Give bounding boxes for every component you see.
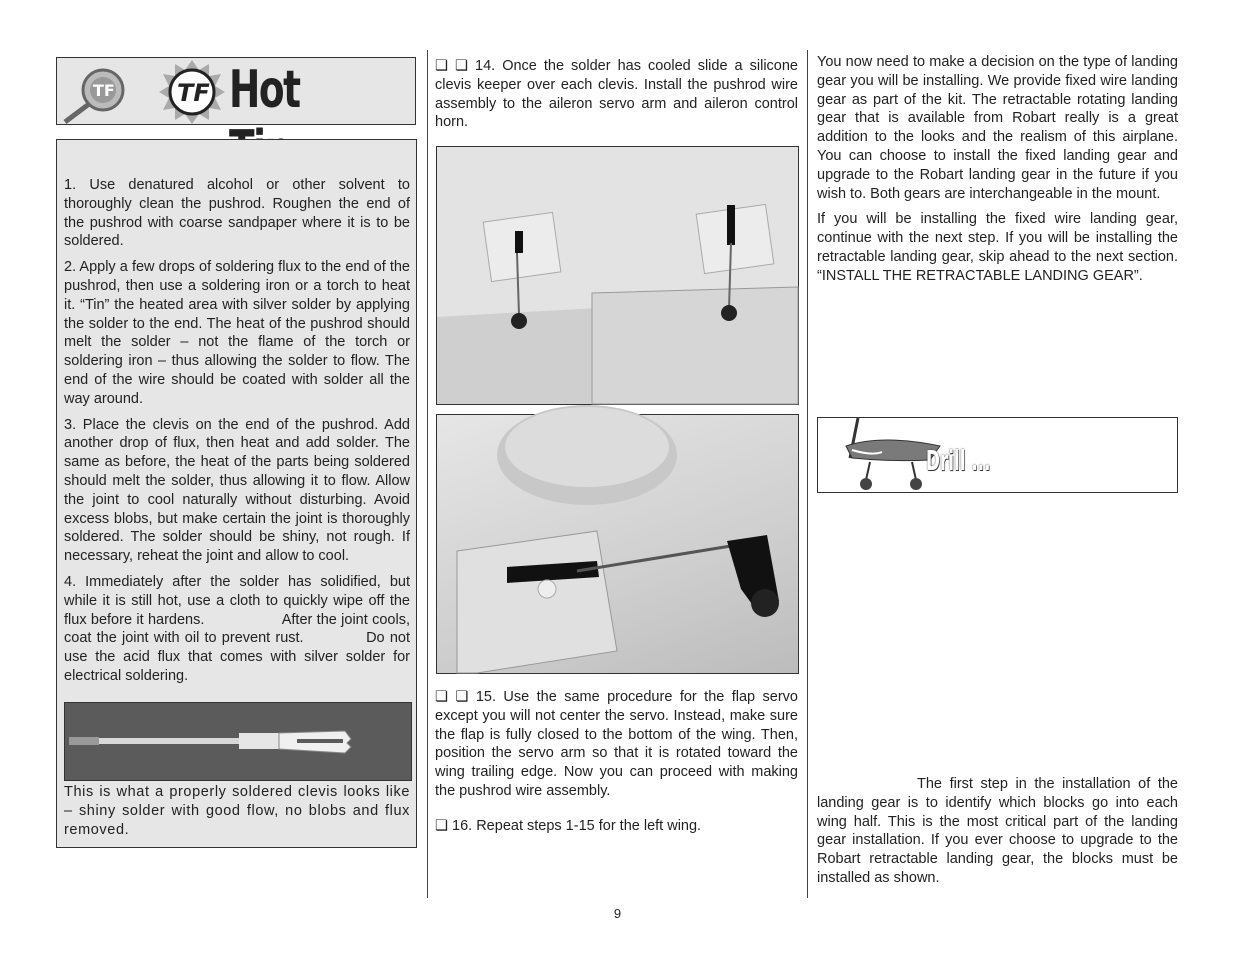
- step-16: ❏ 16. Repeat steps 1-15 for the left wing.: [435, 818, 702, 834]
- flap-linkage-image: [437, 415, 798, 673]
- aileron-linkage-image: [437, 147, 798, 404]
- step-15: ❏ ❏ 15. Use the same procedure for the flap servo except you will not center the servo. Instead, make sure the flap is fully closed to the bottom of the wing. Then, position the servo arm so that it is rotated toward the wing trailing edge. Now you can proceed with making the pushrod wire assembly.: [435, 689, 798, 799]
- hot-tip-box: [56, 139, 417, 848]
- clevis-photo: [64, 702, 412, 781]
- hot-tip-step-1: 1. Use denatured alcohol or other solvent to thoroughly clean the pushrod. Roughen the end of the pushrod with coarse sandpaper where it is to be soldered.: [64, 177, 410, 250]
- section-banner-title: Drill ...: [926, 444, 991, 477]
- landing-gear-decision-paragraph: You now need to make a decision on the type of landing gear you will be installing. We provide fixed wire landing gear as part of the kit. The retractable rotating landing gear that is available from Robart really is a great addition to the looks and the realism of this airplane. You can choose to install the fixed landing gear and upgrade to the Robart landing gear in the future if you wish to. Both gears are interchangeable in the mount.: [817, 54, 1178, 202]
- page-number: 9: [613, 906, 622, 921]
- section-banner: [817, 417, 1178, 493]
- magnifier-logo-icon: [59, 58, 169, 126]
- hot-tip-title: Hot: [229, 60, 300, 120]
- soldered-clevis-image: [65, 703, 411, 780]
- hot-tip-steps: [64, 176, 415, 693]
- step-14: ❏ ❏ 14. Once the solder has cooled slide a silicone clevis keeper over each clevis. Install the pushrod wire assembly to the aileron servo arm and aileron control horn.: [435, 58, 798, 131]
- hot-tip-step-4: 4. Immediately after the solder has solidified, but while it is still hot, use a cloth to quickly wipe off the flux before it hardens. After the joint cools, coat the joint with oil to prevent rust. Do not use the acid flux that comes with silver solder for electrical soldering.: [64, 573, 415, 684]
- flap-servo-photo: [436, 414, 799, 674]
- hot-tip-header: [56, 57, 416, 125]
- column-divider-left: [427, 50, 428, 898]
- clevis-photo-caption: This is what a properly soldered clevis looks like – shiny solder with good flow, no blobs and flux removed.: [64, 784, 410, 838]
- svg-text:TF: TF: [93, 81, 115, 100]
- aileron-servo-photo: [436, 146, 799, 405]
- column-divider-right: [807, 50, 808, 898]
- hot-tip-step-2: 2. Apply a few drops of soldering flux to the end of the pushrod, then use a soldering iron or a torch to heat it. “Tin” the heated area with silver solder by applying the solder to the end. The heat of the pushrod should melt the solder – not the flame of the torch or soldering iron – thus allowing the solder to flow. The end of the wire should be coated with solder all the way around.: [64, 259, 410, 407]
- landing-gear-instructions-paragraph: If you will be installing the fixed wire landing gear, continue with the next step. If you will be installing the retractable landing gear, skip ahead to the next section. “INSTALL THE RETRACTABLE LANDING GEAR”.: [817, 211, 1178, 284]
- right-column-intro: [817, 53, 1178, 293]
- first-step-paragraph: The first step in the installation of the landing gear is to identify which blocks go into each wing half. This is the most critical part of the landing gear installation. If you ever choose to upgrade to the Robart retractable landing gear, the blocks must be installed as shown.: [817, 776, 1178, 886]
- flame-logo-icon: [157, 58, 227, 126]
- hot-tip-step-3: 3. Place the clevis on the end of the pushrod. Add another drop of flux, then heat and add solder. The same as before, the heat of the parts being soldered should melt the solder, thus allowing it to flow. Allow the joint to cool naturally without disturbing. Avoid excess blobs, but make certain the joint is thoroughly soldered. The solder should be shiny, not rough. If necessary, reheat the joint and allow to cool.: [64, 416, 410, 565]
- svg-text:TF: TF: [177, 79, 210, 107]
